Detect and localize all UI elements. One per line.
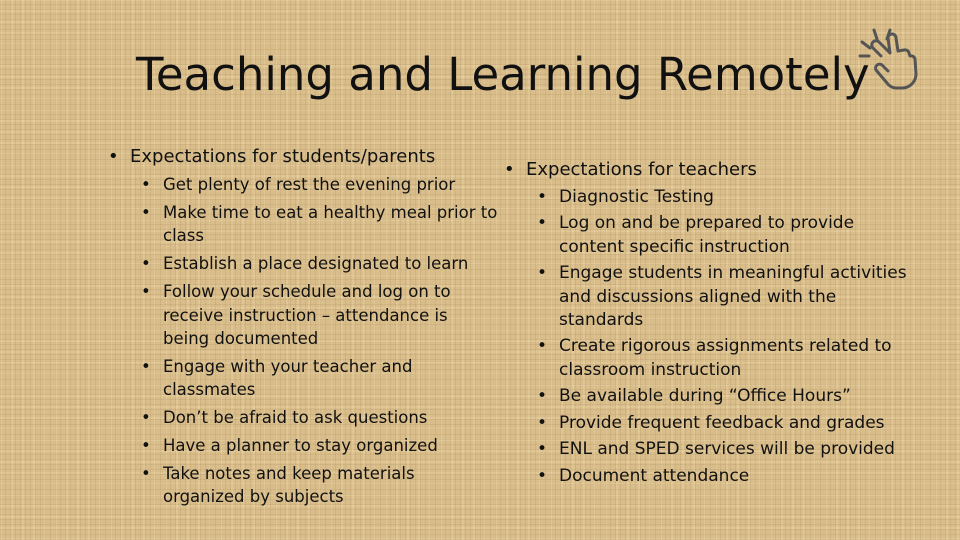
teachers-column <box>504 158 924 491</box>
list-item: • ENL and SPED services will be provided <box>537 438 924 461</box>
list-item: • Establish a place designated to learn <box>141 252 498 275</box>
list-item: • Have a planner to stay organized <box>141 434 498 457</box>
pointing-hand-icon <box>852 26 924 98</box>
list-item: • Document attendance <box>537 465 924 488</box>
list-item: • Take notes and keep materials organized by subjects <box>141 462 498 509</box>
slide-title: Teaching and Learning Remotely <box>136 48 870 101</box>
students-heading: • Expectations for students/parents <box>108 145 498 169</box>
list-item: • Don’t be afraid to ask questions <box>141 406 498 429</box>
list-item: • Be available during “Office Hours” <box>537 385 924 408</box>
list-item: • Provide frequent feedback and grades <box>537 412 924 435</box>
students-column <box>108 145 498 513</box>
list-item: • Log on and be prepared to provide content specific instruction <box>537 212 924 259</box>
list-item: • Engage with your teacher and classmates <box>141 355 498 402</box>
students-list <box>108 173 498 509</box>
list-item: • Follow your schedule and log on to receive instruction – attendance is being documented <box>141 280 498 350</box>
teachers-list <box>504 186 924 488</box>
list-item: • Create rigorous assignments related to classroom instruction <box>537 335 924 382</box>
list-item: • Diagnostic Testing <box>537 186 924 209</box>
list-item: • Engage students in meaningful activities and discussions aligned with the standards <box>537 262 924 332</box>
teachers-heading: • Expectations for teachers <box>504 158 924 182</box>
list-item: • Make time to eat a healthy meal prior to class <box>141 201 498 248</box>
list-item: • Get plenty of rest the evening prior <box>141 173 498 196</box>
